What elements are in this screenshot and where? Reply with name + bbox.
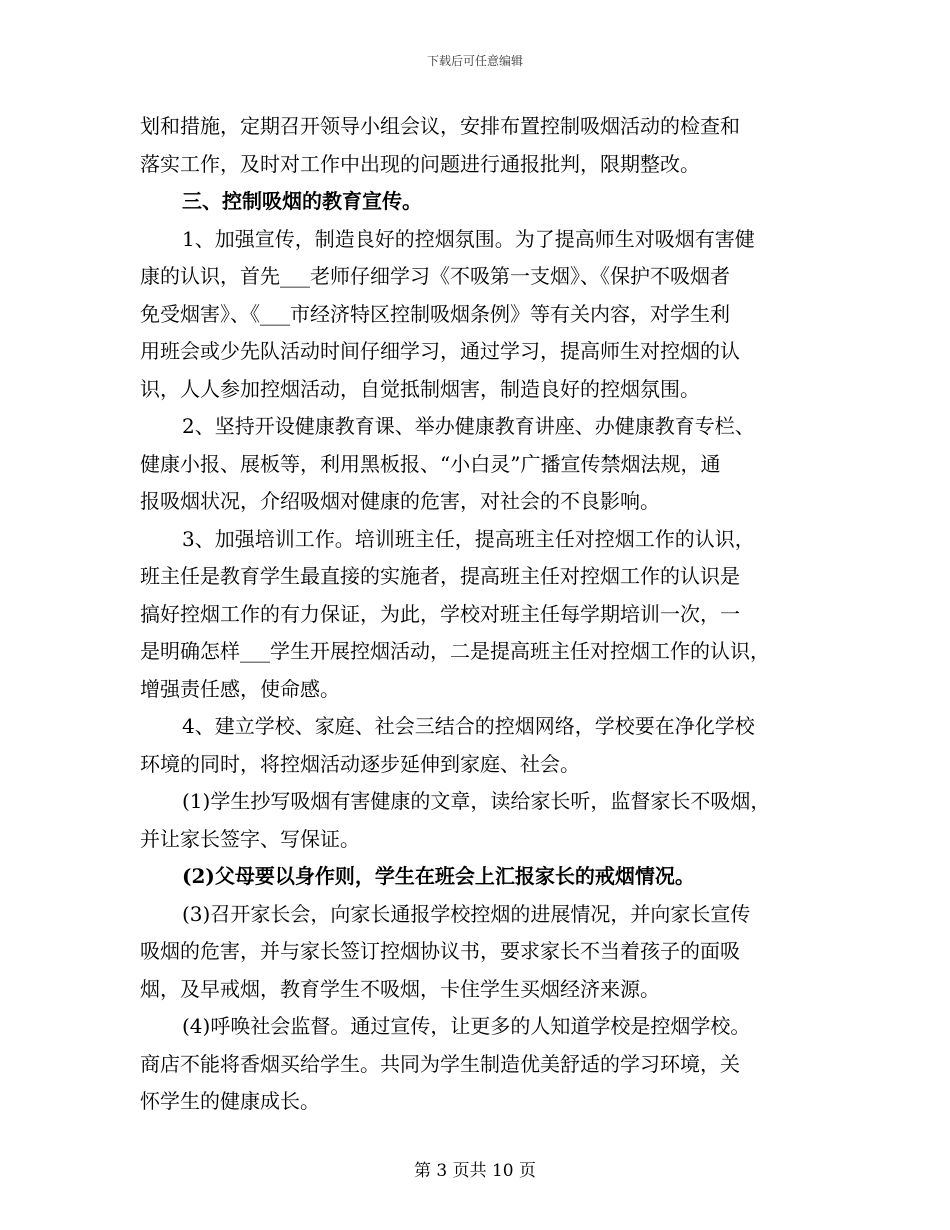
paragraph-line: 康的认识，首先___老师仔细学习《不吸第一支烟》、《保护不吸烟者 <box>140 264 730 288</box>
paragraph-line: 报吸烟状况，介绍吸烟对健康的危害，对社会的不良影响。 <box>140 489 660 513</box>
paragraph-line: 增强责任感，使命感。 <box>140 676 340 701</box>
paragraph-line: 免受烟害》、《___市经济特区控制吸烟条例》等有关内容，对学生利 <box>140 301 730 326</box>
paragraph-line: 班主任是教育学生最直接的实施者，提高班主任对控烟工作的认识是 <box>140 564 740 588</box>
paragraph-line: 吸烟的危害，并与家长签订控烟协议书，要求家长不当着孩子的面吸 <box>140 939 740 963</box>
document-body <box>140 108 830 1121</box>
paragraph-line: 3、加强培训工作。培训班主任，提高班主任对控烟工作的认识， <box>182 526 755 551</box>
paragraph-line: 商店不能将香烟买给学生。共同为学生制造优美舒适的学习环境，关 <box>140 1051 740 1076</box>
paragraph-line: (3)召开家长会，向家长通报学校控烟的进展情况，并向家长宣传 <box>182 901 751 926</box>
paragraph-line: 是明确怎样___学生开展控烟活动，二是提高班主任对控烟工作的认识， <box>140 639 770 663</box>
page-footer: 第 3 页共 10 页 <box>413 1161 537 1181</box>
paragraph-line: 划和措施，定期召开领导小组会议，安排布置控制吸烟活动的检查和 <box>140 114 740 138</box>
paragraph-line: 2、坚持开设健康教育课、举办健康教育讲座、办健康教育专栏、 <box>182 414 755 438</box>
paragraph-line: 烟，及早戒烟，教育学生不吸烟，卡住学生买烟经济来源。 <box>140 976 660 1001</box>
paragraph-line: 搞好控烟工作的有力保证，为此，学校对班主任每学期培训一次，一 <box>140 601 740 626</box>
paragraph-line: 健康小报、展板等，利用黑板报、“小白灵”广播宣传禁烟法规，通 <box>140 451 721 476</box>
paragraph-line: 4、建立学校、家庭、社会三结合的控烟网络，学校要在净化学校 <box>182 714 755 738</box>
section-heading-line: (2)父母要以身作则，学生在班会上汇报家长的戒烟情况。 <box>182 864 695 888</box>
paragraph-line: 用班会或少先队活动时间仔细学习，通过学习，提高师生对控烟的认 <box>140 339 740 363</box>
paragraph-line: 1、加强宣传，制造良好的控烟氛围。为了提高师生对吸烟有害健 <box>182 226 755 251</box>
paragraph-line: 落实工作，及时对工作中出现的问题进行通报批判，限期整改。 <box>140 151 700 176</box>
page-header: 下载后可任意编辑 <box>426 54 523 68</box>
paragraph-line: 并让家长签字、写保证。 <box>140 826 360 851</box>
paragraph-line: (1)学生抄写吸烟有害健康的文章，读给家长听，监督家长不吸烟， <box>182 789 771 813</box>
section-heading-line: 三、控制吸烟的教育宣传。 <box>182 189 422 213</box>
paragraph-line: 识，人人参加控烟活动，自觉抵制烟害，制造良好的控烟氛围。 <box>140 376 700 401</box>
paragraph-line: (4)呼唤社会监督。通过宣传，让更多的人知道学校是控烟学校。 <box>182 1014 751 1038</box>
paragraph-line: 环境的同时，将控烟活动逐步延伸到家庭、社会。 <box>140 751 580 776</box>
paragraph-line: 怀学生的健康成长。 <box>140 1089 320 1113</box>
